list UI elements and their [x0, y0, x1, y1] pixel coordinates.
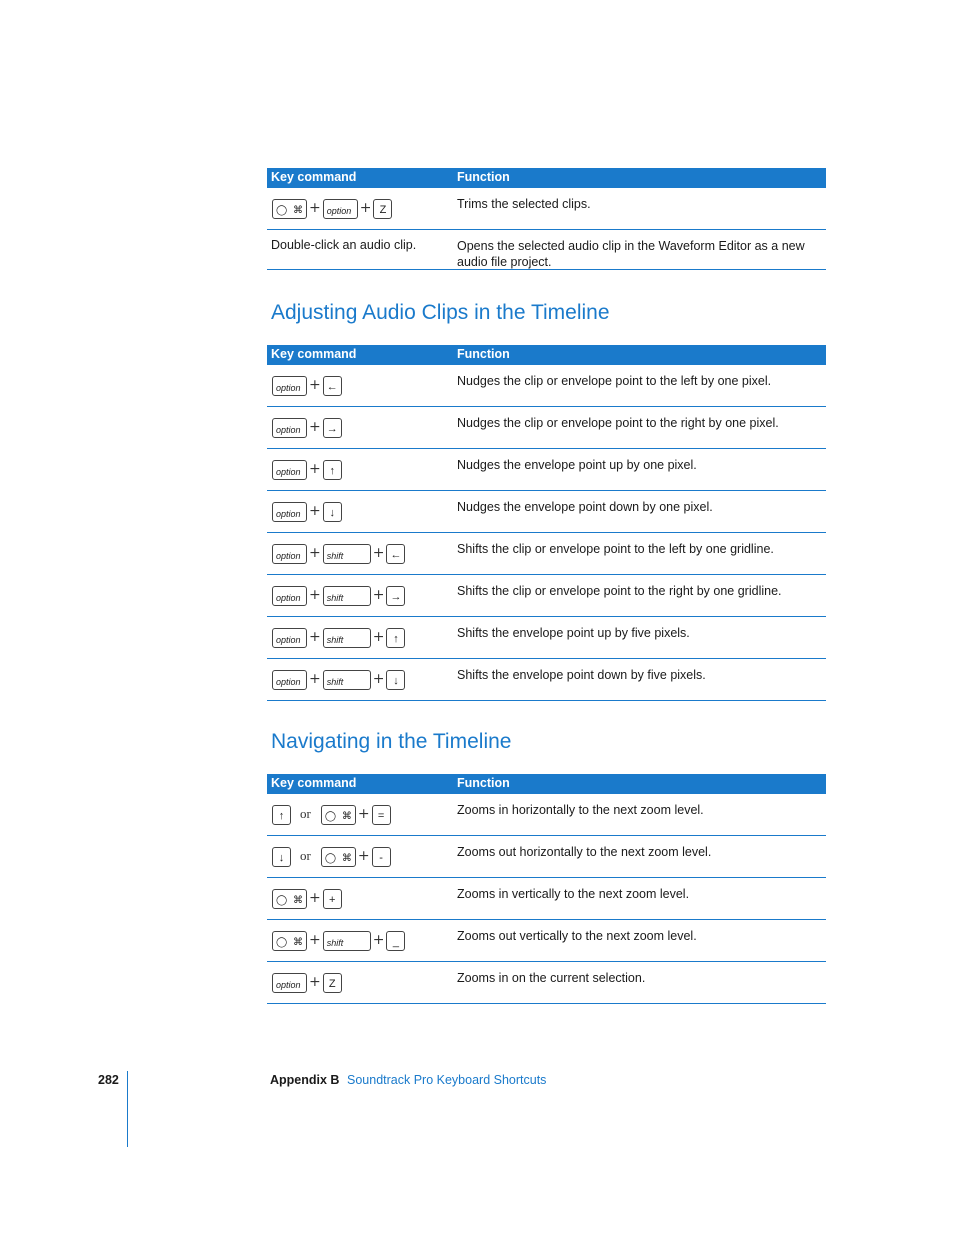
header-function: Function [457, 776, 510, 790]
section-title-adjusting: Adjusting Audio Clips in the Timeline [271, 301, 610, 324]
command-key [272, 889, 307, 909]
option-key: option [272, 544, 307, 564]
up-arrow-icon: ↑ [323, 460, 342, 480]
section-title-navigating: Navigating in the Timeline [271, 730, 512, 753]
header-function: Function [457, 170, 510, 184]
function-text: Zooms in horizontally to the next zoom level. [457, 803, 704, 817]
option-key: option [272, 973, 307, 993]
key-combo [272, 373, 342, 397]
key-combo [272, 886, 342, 910]
command-key [272, 931, 307, 951]
page-number: 282 [98, 1073, 119, 1087]
footer-appendix: Appendix B [270, 1073, 340, 1087]
apple-icon: ◯ [324, 811, 337, 822]
key-combo [272, 415, 342, 439]
shift-key: shift [323, 628, 371, 648]
table-row [267, 962, 826, 1004]
or-text: or [300, 806, 311, 821]
table-row [267, 230, 826, 270]
right-arrow-icon: → [323, 418, 342, 438]
shift-key: shift [323, 670, 371, 690]
plus-sign: + [372, 545, 385, 561]
table-navigating [267, 774, 826, 1004]
command-icon: ⌘ [293, 937, 303, 948]
key-command-text: Double-click an audio clip. [271, 238, 417, 252]
plus-sign: + [309, 545, 321, 561]
plus-sign: + [309, 461, 321, 477]
function-text: Shifts the clip or envelope point to the right by one gridline. [457, 584, 782, 598]
table-row [267, 365, 826, 407]
function-text: Zooms in vertically to the next zoom level. [457, 887, 690, 901]
left-arrow-icon: ← [386, 544, 405, 564]
plus-sign: + [309, 932, 321, 948]
key-combo [272, 196, 392, 220]
plus-sign: + [359, 200, 372, 216]
plus-sign: + [309, 890, 321, 906]
right-arrow-icon: → [386, 586, 405, 606]
plus-sign: + [357, 848, 370, 864]
table-row [267, 617, 826, 659]
plus-sign: + [372, 587, 385, 603]
down-arrow-icon: ↓ [272, 847, 291, 867]
function-text: Zooms out horizontally to the next zoom level. [457, 845, 712, 859]
plus-key: + [323, 889, 342, 909]
shift-key: shift [323, 544, 371, 564]
plus-sign: + [357, 806, 370, 822]
plus-sign: + [309, 974, 321, 990]
plus-sign: + [309, 377, 321, 393]
key-combo [272, 928, 405, 952]
or-text: or [300, 848, 311, 863]
command-key [272, 199, 307, 219]
underscore-key: _ [386, 931, 405, 951]
option-key: option [272, 628, 307, 648]
key-combo [272, 844, 391, 868]
table-row [267, 449, 826, 491]
key-combo [272, 499, 342, 523]
apple-icon: ◯ [324, 853, 337, 864]
key-combo [272, 625, 405, 649]
key-combo [272, 583, 405, 607]
option-key: option [272, 502, 307, 522]
option-key: option [272, 670, 307, 690]
table-row [267, 188, 826, 230]
key-combo [272, 541, 405, 565]
table-header [267, 345, 826, 365]
footer-chapter-title: Soundtrack Pro Keyboard Shortcuts [347, 1073, 547, 1087]
function-text: Nudges the envelope point up by one pixel. [457, 458, 697, 472]
plus-sign: + [309, 200, 321, 216]
up-arrow-icon: ↑ [386, 628, 405, 648]
apple-icon: ◯ [276, 937, 288, 948]
plus-sign: + [372, 629, 385, 645]
option-key: option [272, 418, 307, 438]
key-combo [272, 970, 342, 994]
table-row [267, 491, 826, 533]
function-text: Nudges the clip or envelope point to the right by one pixel. [457, 416, 779, 430]
plus-sign: + [372, 932, 385, 948]
option-key: option [272, 586, 307, 606]
down-arrow-icon: ↓ [386, 670, 405, 690]
header-key-command: Key command [271, 347, 357, 361]
table-row [267, 920, 826, 962]
function-text: Opens the selected audio clip in the Waveform Editor as a new audio file project. [457, 239, 805, 269]
plus-sign: + [309, 629, 321, 645]
table-row [267, 533, 826, 575]
left-arrow-icon: ← [323, 376, 342, 396]
minus-key: - [372, 847, 391, 867]
option-key: option [272, 376, 307, 396]
header-key-command: Key command [271, 170, 357, 184]
table-row [267, 836, 826, 878]
z-key: Z [323, 973, 342, 993]
equals-key: = [372, 805, 391, 825]
function-text: Shifts the envelope point down by five pixels. [457, 668, 706, 682]
header-function: Function [457, 347, 510, 361]
plus-sign: + [309, 419, 321, 435]
table-row [267, 575, 826, 617]
header-key-command: Key command [271, 776, 357, 790]
footer-divider [127, 1071, 128, 1147]
table-row [267, 407, 826, 449]
table-top [267, 168, 826, 270]
table-row [267, 659, 826, 701]
key-combo [272, 457, 342, 481]
shift-key: shift [323, 931, 371, 951]
option-key: option [323, 199, 358, 219]
option-key: option [272, 460, 307, 480]
plus-sign: + [309, 503, 321, 519]
plus-sign: + [372, 671, 385, 687]
function-text: Trims the selected clips. [457, 197, 591, 211]
z-key: Z [373, 199, 392, 219]
function-text: Shifts the envelope point up by five pixels. [457, 626, 690, 640]
table-header [267, 774, 826, 794]
command-icon: ⌘ [341, 853, 352, 864]
function-text: Nudges the clip or envelope point to the left by one pixel. [457, 374, 772, 388]
function-text: Zooms out vertically to the next zoom level. [457, 929, 697, 943]
command-key [321, 847, 356, 867]
apple-icon: ◯ [276, 895, 288, 906]
table-adjusting [267, 345, 826, 701]
table-header [267, 168, 826, 188]
command-key [321, 805, 356, 825]
command-icon: ⌘ [341, 811, 352, 822]
up-arrow-icon: ↑ [272, 805, 291, 825]
function-text: Shifts the clip or envelope point to the left by one gridline. [457, 542, 774, 556]
command-icon: ⌘ [293, 895, 303, 906]
apple-icon: ◯ [276, 205, 288, 216]
key-combo [272, 802, 391, 826]
table-row [267, 794, 826, 836]
table-row [267, 878, 826, 920]
command-icon: ⌘ [293, 205, 303, 216]
down-arrow-icon: ↓ [323, 502, 342, 522]
plus-sign: + [309, 587, 321, 603]
function-text: Nudges the envelope point down by one pixel. [457, 500, 713, 514]
shift-key: shift [323, 586, 371, 606]
plus-sign: + [309, 671, 321, 687]
key-combo [272, 667, 405, 691]
function-text: Zooms in on the current selection. [457, 971, 646, 985]
